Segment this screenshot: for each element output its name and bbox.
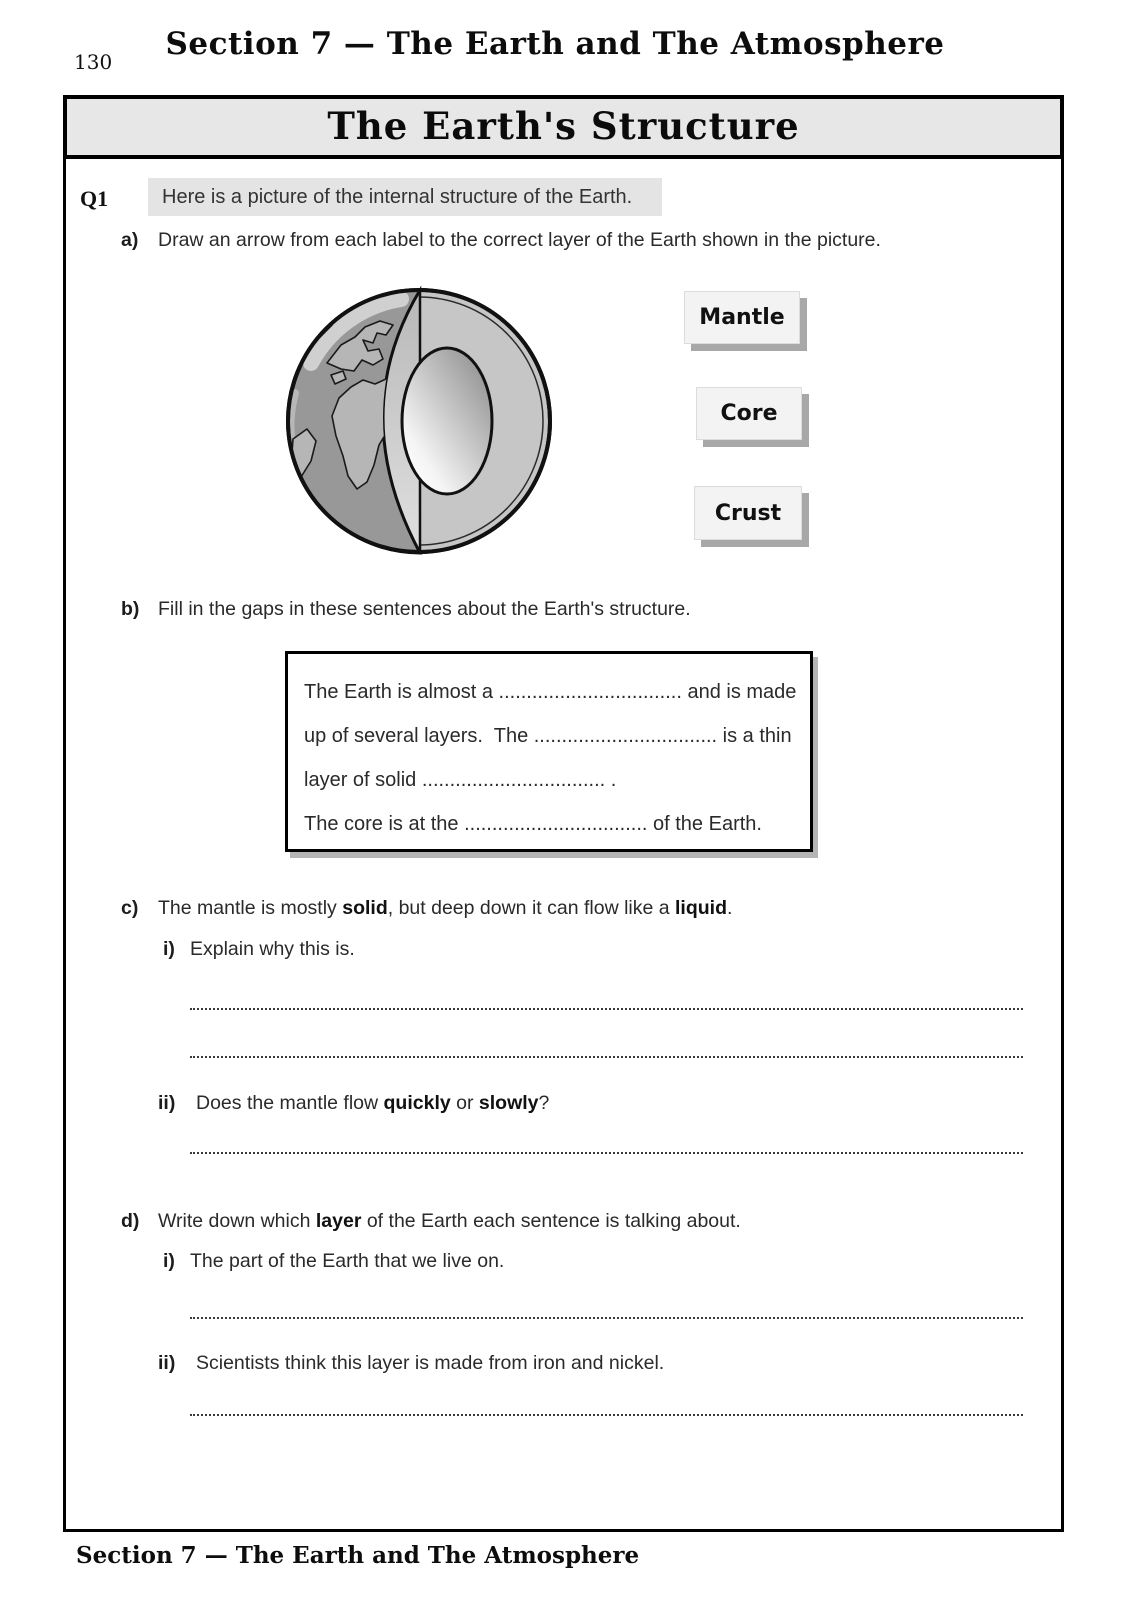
- part-a-text: Draw an arrow from each label to the correct layer of the Earth shown in the picture.: [158, 229, 881, 251]
- earth-core: [402, 348, 492, 494]
- part-d-ii-text: Scientists think this layer is made from iron and nickel.: [196, 1352, 665, 1374]
- part-c-i-label: i): [163, 938, 175, 960]
- worksheet-title-bar: [63, 95, 1064, 159]
- part-c-ii-text: Does the mantle flow quickly or slowly?: [196, 1092, 550, 1114]
- answer-line[interactable]: [190, 1152, 1023, 1154]
- gap-fill-line[interactable]: The Earth is almost a ................................. and is made: [304, 681, 797, 703]
- section-header: Section 7 — The Earth and The Atmosphere: [165, 26, 945, 62]
- answer-line[interactable]: [190, 1414, 1023, 1416]
- gap-fill-line[interactable]: layer of solid ................................. .: [304, 769, 617, 791]
- part-b-label: b): [121, 598, 140, 620]
- layer-label-mantle[interactable]: [684, 291, 800, 344]
- part-c-ii-label: ii): [158, 1092, 176, 1114]
- section-footer: Section 7 — The Earth and The Atmosphere: [76, 1542, 640, 1569]
- answer-line[interactable]: [190, 1056, 1023, 1058]
- part-d-ii-label: ii): [158, 1352, 176, 1374]
- page-number: 130: [74, 50, 113, 74]
- answer-line[interactable]: [190, 1008, 1023, 1010]
- question-intro: Here is a picture of the internal structure of the Earth.: [148, 178, 662, 216]
- layer-label-crust-text: Crust: [714, 500, 782, 526]
- part-c-text: The mantle is mostly solid, but deep down it can flow like a liquid.: [158, 897, 733, 919]
- question-number: Q1: [80, 186, 109, 211]
- layer-label-crust[interactable]: [694, 486, 802, 540]
- part-d-text: Write down which layer of the Earth each sentence is talking about.: [158, 1210, 741, 1232]
- layer-label-core[interactable]: [696, 387, 802, 440]
- worksheet-title: The Earth's Structure: [327, 104, 800, 148]
- layer-label-core-text: Core: [720, 401, 778, 426]
- part-b-text: Fill in the gaps in these sentences about the Earth's structure.: [158, 598, 691, 620]
- answer-line[interactable]: [190, 1317, 1023, 1319]
- part-c-label: c): [121, 897, 139, 919]
- part-d-label: d): [121, 1210, 140, 1232]
- layer-label-mantle-text: Mantle: [699, 305, 785, 330]
- part-d-i-label: i): [163, 1250, 175, 1272]
- earth-cutaway-diagram[interactable]: [283, 283, 555, 560]
- gap-fill-box: [285, 651, 813, 852]
- part-a-label: a): [121, 229, 139, 251]
- part-d-i-text: The part of the Earth that we live on.: [190, 1250, 505, 1272]
- part-c-i-text: Explain why this is.: [190, 938, 355, 960]
- gap-fill-line[interactable]: up of several layers. The ................................. is a thin: [304, 725, 792, 747]
- gap-fill-line[interactable]: The core is at the ................................. of the Earth.: [304, 813, 762, 835]
